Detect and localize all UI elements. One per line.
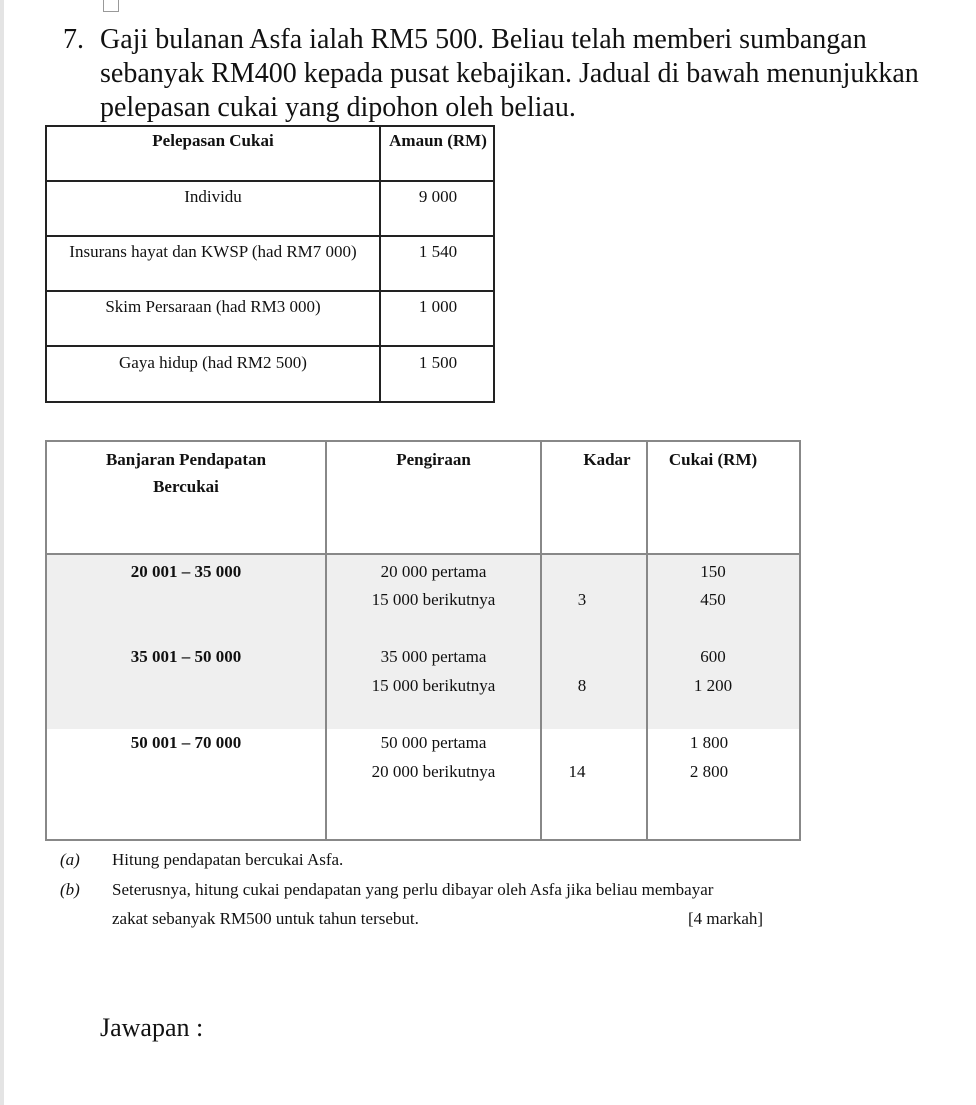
relief-item: Skim Persaraan (had RM3 000): [105, 297, 321, 316]
question-number: 7.: [63, 24, 84, 55]
tax-relief-table: [45, 125, 495, 403]
header-amount: Amaun (RM): [389, 131, 487, 150]
part-a-text: Hitung pendapatan bercukai Asfa.: [112, 850, 344, 869]
tax-amount: 600: [700, 647, 726, 666]
tax-rate-table: [45, 440, 801, 841]
header-range: Banjaran Pendapatan: [105, 450, 267, 469]
income-range: 50 001 – 70 000: [130, 733, 242, 752]
relief-amount: 9 000: [418, 187, 458, 206]
tax-amount: 150: [700, 562, 726, 581]
part-b-label: (b): [60, 880, 80, 899]
rate: 14: [568, 762, 586, 781]
tax-amount: 1 800: [689, 733, 729, 752]
relief-item: Individu: [184, 187, 242, 206]
relief-item: Gaya hidup (had RM2 500): [119, 353, 307, 372]
part-b-text-1: Seterusnya, hitung cukai pendapatan yang perlu dibayar oleh Asfa jika beliau membayar: [112, 880, 714, 899]
header-tax: Cukai (RM): [668, 450, 758, 469]
relief-amount: 1 500: [418, 353, 458, 372]
part-a-label: (a): [60, 850, 80, 869]
relief-item: Insurans hayat dan KWSP (had RM7 000): [69, 242, 357, 261]
left-page-edge: [0, 0, 4, 1105]
tax-amount: 450: [700, 590, 726, 609]
question-line-2: sebanyak RM400 kepada pusat kebajikan. Jadual di bawah menunjukkan: [100, 58, 919, 89]
checkbox-icon[interactable]: [103, 0, 119, 12]
relief-amount: 1 540: [418, 242, 458, 261]
tax-amount: 1 200: [693, 676, 733, 695]
calc-line: 20 000 berikutnya: [371, 762, 496, 781]
rate: 8: [577, 676, 587, 695]
rate: 3: [577, 590, 587, 609]
header-relief: Pelepasan Cukai: [152, 131, 274, 150]
answer-label: Jawapan :: [100, 1013, 204, 1042]
part-b-text-2: zakat sebanyak RM500 untuk tahun tersebut.: [112, 909, 419, 928]
calc-line: 15 000 berikutnya: [371, 676, 496, 695]
calc-line: 50 000 pertama: [380, 733, 487, 752]
header-range-2: Bercukai: [153, 477, 219, 496]
header-rate: Kadar: [583, 450, 631, 469]
tax-amount: 2 800: [689, 762, 729, 781]
question-line-3: pelepasan cukai yang dipohon oleh beliau.: [100, 92, 576, 123]
relief-amount: 1 000: [418, 297, 458, 316]
marks: [4 markah]: [688, 909, 764, 928]
question-line-1: Gaji bulanan Asfa ialah RM5 500. Beliau telah memberi sumbangan: [100, 24, 867, 55]
header-calc: Pengiraan: [396, 450, 471, 469]
calc-line: 35 000 pertama: [380, 647, 487, 666]
calc-line: 20 000 pertama: [380, 562, 487, 581]
calc-line: 15 000 berikutnya: [371, 590, 496, 609]
income-range: 20 001 – 35 000: [130, 562, 242, 581]
income-range: 35 001 – 50 000: [130, 647, 242, 666]
